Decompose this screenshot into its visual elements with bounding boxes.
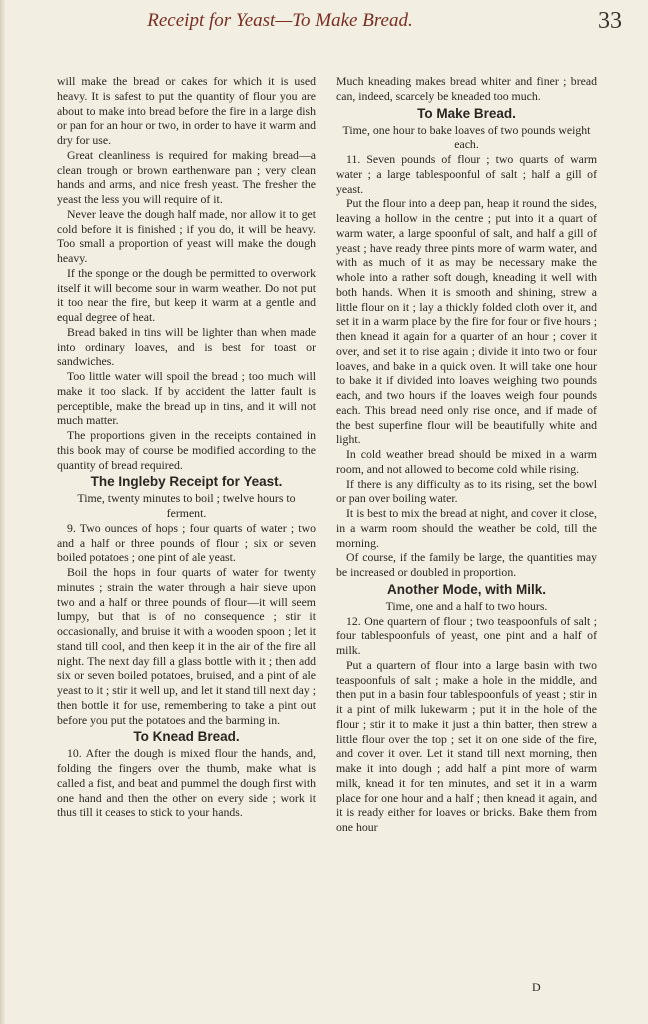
section-heading: To Knead Bread. (133, 729, 240, 745)
page-number: 33 (598, 8, 622, 34)
paragraph: Bread baked in tins will be lighter than when made into ordinary loaves, and is best for toast or sandwiches. (57, 324, 316, 369)
paragraph: If there is any difficulty as to its rising, set the bowl or pan over boiling water. (336, 476, 597, 506)
section-heading: Another Mode, with Milk. (387, 581, 546, 597)
paragraph: Never leave the dough half made, nor allow it to get cold before it is finished ; if you do, it will be heavy. Too small a proportion of yeast will make the dough heavy. (57, 206, 316, 265)
time-note: Time, twenty minutes to boil ; twelve hours to ferment. (77, 491, 296, 520)
paragraph: Great cleanliness is required for making bread—a clean trough or brown earthenware pan ; very clean hands and arms, and nice fresh yeast. The fresher the yeast the less you will require of it. (57, 147, 316, 206)
running-header: Receipt for Yeast—To Make Bread. (147, 10, 413, 31)
paragraph: Boil the hops in four quarts of water for twenty minutes ; strain the water through a hair sieve upon two and a half or three pounds of flour—it will seem lumpy, but that is of no consequence ; stir it occasionally, and bruise it with a wooden spoon ; let it stand till cool, and then keep it in the air of the fire all night. The next day fill a glass bottle with it ; then add six or seven boiled potatoes, bruised, and a pint of ale yeast to it ; stir it well up, and let it stand till next day ; then bottle it for use, remembering to take a pint out before you put the potatoes and the barming in. (57, 565, 316, 727)
paragraph: 9. Two ounces of hops ; four quarts of water ; two and a half or three pounds of flour ; six or seven boiled potatoes ; one pint of ale yeast. (57, 520, 316, 565)
paragraph: Put a quartern of flour into a large basin with two teaspoonfuls of salt ; make a hole in the middle, and then put in a basin four tablespoonfuls of yeast ; stir in it a pint of milk lukewarm ; put it in the hole of the flour ; stir it to make it just a thin batter, then strew a little flour over the top ; set it on one side of the fire, and cover it over. Let it stand till next morning, then make it into dough ; add half a pint more of warm milk, knead it for ten minutes, and set it in a warm place for one hour and a half ; then knead it again, and it is ready either for loaves or bricks. Bake them from one hour (336, 657, 597, 834)
paragraph: It is best to mix the bread at night, and cover it close, in a warm room should the weather be cold, till the morning. (336, 506, 597, 550)
paragraph: 10. After the dough is mixed flour the hands, and, folding the fingers over the thumb, make what is called a fist, and beat and pummel the dough first with one hand and then the other on every side ; work it thus till it ceases to stick to your hands. (57, 746, 316, 820)
section-heading: To Make Bread. (417, 105, 516, 121)
paragraph: Put the flour into a deep pan, heap it round the sides, leaving a hollow in the centre ; put into it a quart of warm water, a large spoonful of salt, and half a gill of yeast ; have ready three pints more of warm water, and with as much of it as may be necessary make the whole into a rather soft dough, kneading it well with both hands. When it is smooth and shining, strew a little flour on it ; lay a thickly folded cloth over it, and set it in a warm place by the fire for four or five hours ; then knead it again for a quarter of an hour ; cover it over, and set it to rise again ; divide it into two or four loaves, and bake in a quick oven. It will take one hour to bake it if divided into loaves weighing two pounds each, and two hours if the loaves weigh four pounds each. This bread need only rise once, and if made of the best superfine flour will be beautifully white and light. (336, 196, 597, 447)
signature-mark: D (532, 980, 541, 994)
paragraph: If the sponge or the dough be permitted to overwork itself it will become sour in warm weather. Do not put it too near the fire, but keep it warm at a gentle and equal degree of heat. (57, 265, 316, 324)
right-column (336, 74, 597, 835)
page-gutter (0, 0, 6, 1024)
paragraph: 12. One quartern of flour ; two teaspoonfuls of salt ; four tablespoonfuls of yeast, one pint and a half of milk. (336, 613, 597, 657)
paragraph: In cold weather bread should be mixed in a warm room, and not allowed to become cold while rising. (336, 447, 597, 476)
left-column (57, 74, 316, 820)
paragraph: Too little water will spoil the bread ; too much will make it too slack. If by accident the latter fault is perceptible, make the bread up in tins, and it will not much matter. (57, 369, 316, 428)
paragraph: Of course, if the family be large, the quantities may be increased or doubled in proportion. (336, 550, 597, 579)
time-note: Time, one hour to bake loaves of two pounds weight each. (342, 122, 591, 152)
paragraph: will make the bread or cakes for which it is used heavy. It is safest to put the quantity of flour you are about to make into bread before the fire in a large dish or pan for an hour or two, in order to have it warm and dry for use. (57, 74, 316, 147)
paragraph: 11. Seven pounds of flour ; two quarts of warm water ; a large tablespoonful of salt ; half a gill of yeast. (336, 152, 597, 196)
paragraph: The proportions given in the receipts contained in this book may of course be modified according to the quantity of bread required. (57, 428, 316, 472)
time-note: Time, one and a half to two hours. (385, 598, 548, 613)
paragraph: Much kneading makes bread whiter and finer ; bread can, indeed, scarcely be kneaded too much. (336, 74, 597, 103)
section-heading: The Ingleby Receipt for Yeast. (90, 474, 283, 490)
